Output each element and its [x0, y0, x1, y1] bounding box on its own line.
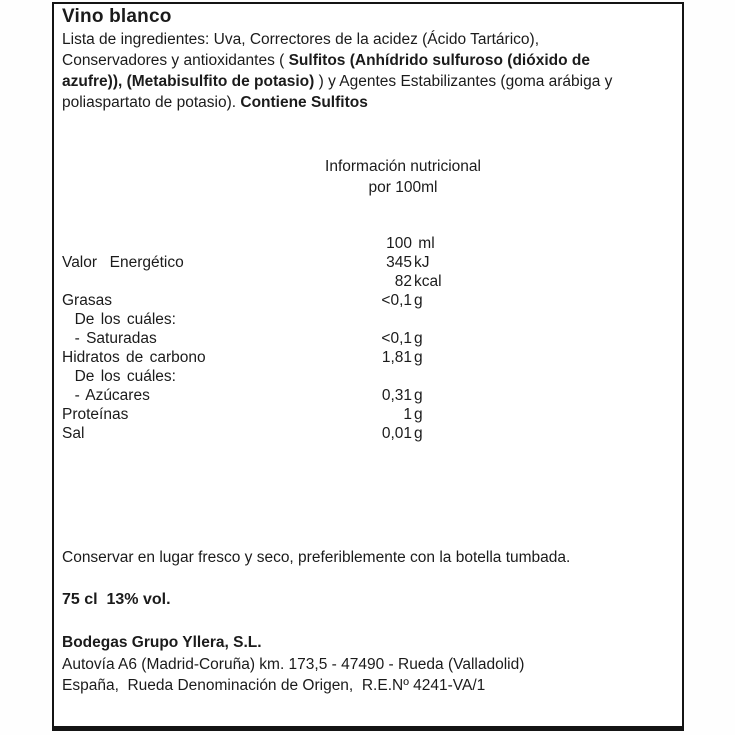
ingredients-line: poliaspartato de potasio). Contiene Sulfitos [62, 94, 368, 111]
ingredients-line: Conservadores y antioxidantes ( Sulfitos (Anhídrido sulfuroso (dióxido de [62, 52, 590, 69]
storage-note: Conservar en lugar fresco y seco, preferiblemente con la botella tumbada. [62, 549, 571, 566]
nutrition-row: Hidratos de carbono 1,81 g [62, 349, 423, 366]
label-box [52, 2, 684, 731]
nutrition-header [153, 156, 653, 198]
nutrition-row: Grasas <0,1 g [62, 292, 423, 309]
ingredients-paragraph [62, 29, 612, 113]
nutrition-header-line2: por 100ml [368, 179, 438, 196]
nutrition-column-header [54, 234, 682, 253]
volume-alcohol: 75 cl 13% vol. [62, 591, 171, 608]
producer-origin: España, Rueda Denominación de Origen, R.E.Nº 4241-VA/1 [62, 677, 486, 694]
column-header-value: 100 [386, 235, 412, 252]
nutrition-header-line1: Información nutricional [325, 158, 481, 175]
column-header-unit: ml [414, 235, 435, 252]
nutrition-row: Proteínas 1 g [62, 406, 423, 423]
nutrition-row: 82 kcal [394, 273, 442, 290]
nutrition-table [54, 234, 682, 443]
producer-address: Autovía A6 (Madrid-Coruña) km. 173,5 - 47490 - Rueda (Valladolid) [62, 655, 525, 673]
nutrition-row: De los cuáles: [62, 311, 176, 328]
nutrition-row: Sal 0,01 g [62, 425, 423, 442]
nutrition-row: - Azúcares 0,31 g [62, 387, 423, 404]
producer-block [62, 632, 524, 697]
nutrition-row: - Saturadas <0,1 g [62, 330, 423, 347]
nutrition-row: Valor Energético 345 kJ [62, 254, 430, 271]
ingredients-line: Lista de ingredientes: Uva, Correctores de la acidez (Ácido Tartárico), [62, 31, 539, 48]
producer-name: Bodegas Grupo Yllera, S.L. [62, 634, 262, 651]
ingredients-line: azufre)), (Metabisulfito de potasio) ) y Agentes Estabilizantes (goma arábiga y [62, 73, 613, 90]
nutrition-row: De los cuáles: [62, 368, 176, 385]
product-title: Vino blanco [62, 6, 172, 27]
